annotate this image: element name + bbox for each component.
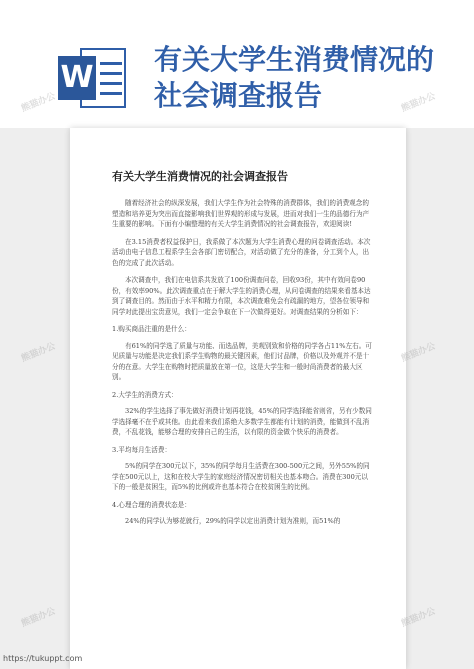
paragraph: 本次调查中，我们在电信系共发放了100份调查问卷，回收93份，其中有效问卷90份，有效率90%。此次调查重点在于解大学生的消费心理，从问卷调查的结果来看基本达到了调查目的。然而由于水平和精力有限，本次调查难免会有疏漏的地方，望各位领导和同学对此提出宝贵意见，我们一定会争取在下一次做得更好。对调查结果的分析如下： — [112, 276, 371, 316]
watermark: 熊猫办公 — [20, 606, 58, 630]
section-heading: 1.购买商品注重的是什么： — [112, 325, 191, 333]
paragraph: 32%的学生选择了事先做好消费计划再花钱，45%的同学选择能省则省，另有少数同学选择毫不在乎或其他。由此看来我们系绝大多数学生都能有计划的消费，能做到不乱消费，不乱花钱，能够合理的安排自己的生活，以有限的资金做个快乐的消费者。 — [112, 407, 372, 436]
document-page — [70, 128, 406, 669]
word-letter: W — [58, 56, 96, 100]
footer-url: https://tukuppt.com — [3, 654, 83, 663]
paragraph: 在3.15消费者权益保护日，我系做了本次题为大学生消费心理的问卷调查活动。本次活动由电子信息工程系学生会各部门密切配合，对活动做了充分的准备，分工到个人，出色的完成了此次活动。 — [112, 237, 371, 267]
watermark: 熊猫办公 — [400, 606, 438, 630]
page-title: 有关大学生消费情况的社会调查报告 — [154, 43, 435, 112]
section-heading: 3.平均每月生活费： — [112, 445, 172, 454]
document-body — [112, 198, 374, 534]
watermark: 熊猫办公 — [20, 91, 58, 115]
paragraph: 24%的同学认为够花就行，29%的同学以定出消费计划为准则，而51%的 — [125, 517, 341, 525]
section-heading: 4.心理合理的消费状态是： — [112, 500, 191, 509]
paragraph: 5%的同学在300元以下，35%的同学每月生活费在300-500元之间，另外55%的同学在500元以上，这和在校大学生的家庭经济情况密切相关也基本吻合。消费在300元以下的一般是贫困生，而5%的比例或许也基本符合在校贫困生的比例。 — [112, 462, 370, 491]
paragraph: 随着经济社会的纵深发展，我们大学生作为社会特殊的消费群体，我们的消费观念的塑造和培养更为突出而直接影响我们世界观的形成与发展，进而对我们一生的品德行为产生重要的影响。下面有小编整理的有关大学生消费情况的社会调查报告，欢迎阅读! — [112, 199, 370, 228]
section-heading: 2.大学生的消费方式： — [112, 390, 178, 399]
watermark: 熊猫办公 — [20, 341, 58, 365]
word-icon — [58, 44, 128, 112]
watermark: 熊猫办公 — [400, 341, 438, 365]
paragraph: 有61%的同学选了质量与功能、而选品牌，美观别致和价格的同学各占11%左右。可见质量与功能是决定我们系学生购物的最关键因素，他们讨品牌，价格以及外观并不是十分的在意。大学生在购物时把质量放在第一位，这是大学生和一般时尚消费者的最大区别。 — [112, 341, 372, 381]
watermark: 熊猫办公 — [400, 91, 438, 115]
document-title: 有关大学生消费情况的社会调查报告 — [112, 170, 288, 183]
